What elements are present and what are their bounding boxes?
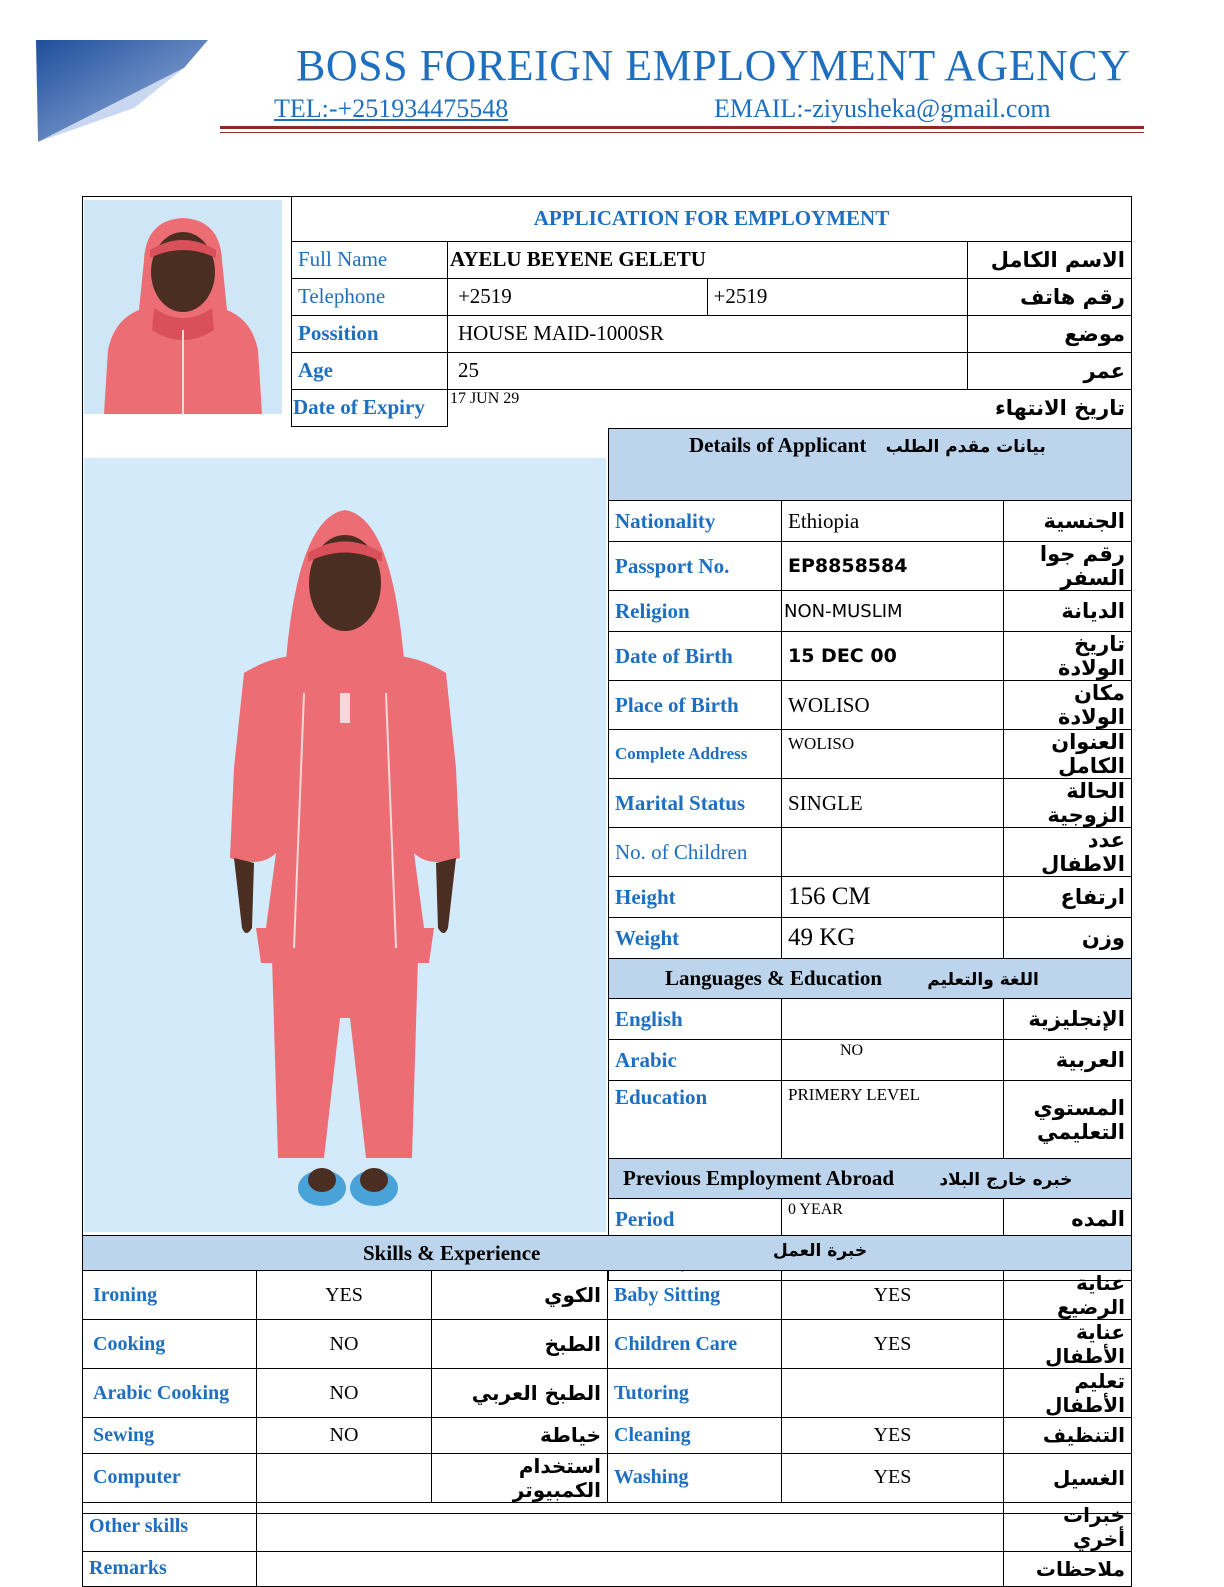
skills-section-header xyxy=(83,1236,1132,1271)
header-rule-thin xyxy=(220,132,1144,133)
skill-row xyxy=(83,1418,1132,1454)
detail-marital-status-label-ar: الحالة الزوجية xyxy=(1004,779,1132,828)
skill-cleaning-value: YES xyxy=(782,1418,1004,1454)
other-skills-row xyxy=(83,1502,1132,1551)
skill-sewing-label: Sewing xyxy=(83,1418,257,1454)
language-education-value: PRIMERY LEVEL xyxy=(782,1081,1004,1159)
skill-sewing-value: NO xyxy=(257,1418,432,1454)
full-name-row xyxy=(292,241,1132,278)
skill-ironing-value: YES xyxy=(257,1271,432,1320)
skill-computer-value xyxy=(257,1453,432,1502)
detail-place-of-birth-label-ar: مكان الولادة xyxy=(1004,681,1132,730)
agency-email: EMAIL:-ziyusheka@gmail.com xyxy=(714,94,1051,123)
skill-washing-label: Washing xyxy=(608,1453,782,1502)
skill-row xyxy=(83,1271,1132,1320)
skill-cleaning-label-ar: التنظيف xyxy=(1004,1418,1132,1454)
telephone-row xyxy=(292,278,1132,315)
detail-religion-value: NON-MUSLIM xyxy=(782,591,1004,632)
skill-cooking-value: NO xyxy=(257,1320,432,1369)
agency-name: BOSS FOREIGN EMPLOYMENT AGENCY xyxy=(296,41,1131,90)
skill-arabic-cooking-value: NO xyxy=(257,1369,432,1418)
previous-period-value: 0 YEAR xyxy=(782,1199,1004,1240)
detail-no-of-children-value xyxy=(782,828,1004,877)
agency-logo xyxy=(34,38,210,148)
previous-period-label-ar: المده xyxy=(1004,1199,1132,1240)
details-title: Details of Applicant xyxy=(689,433,867,457)
position-label: Possition xyxy=(292,315,448,352)
detail-complete-address-label-ar: العنوان الكامل xyxy=(1004,730,1132,779)
previous-period-row xyxy=(609,1199,1132,1240)
skill-computer-label: Computer xyxy=(83,1453,257,1502)
skill-children-care-label: Children Care xyxy=(608,1320,782,1369)
detail-religion-label: Religion xyxy=(609,591,782,632)
language-education-label-ar: المستوي التعليمي xyxy=(1004,1081,1132,1159)
detail-place-of-birth-value: WOLISO xyxy=(782,681,1004,730)
detail-no-of-children-row xyxy=(609,828,1132,877)
header-rule xyxy=(220,126,1144,129)
detail-no-of-children-label-ar: عدد الاطفال xyxy=(1004,828,1132,877)
headshot-photo xyxy=(84,200,282,414)
detail-height-row xyxy=(609,877,1132,918)
age-row xyxy=(292,352,1132,389)
position-value: HOUSE MAID-1000SR xyxy=(447,315,967,352)
skill-row xyxy=(83,1453,1132,1502)
skill-arabic-cooking-label-ar: الطبخ العربي xyxy=(432,1369,608,1418)
position-label-ar: موضع xyxy=(968,315,1132,352)
skill-cooking-label-ar: الطبخ xyxy=(432,1320,608,1369)
age-label: Age xyxy=(292,352,448,389)
telephone-value-1: +2519 xyxy=(447,278,707,315)
age-value: 25 xyxy=(447,352,967,389)
detail-no-of-children-label: No. of Children xyxy=(609,828,782,877)
skill-ironing-label-ar: الكوي xyxy=(432,1271,608,1320)
detail-place-of-birth-label: Place of Birth xyxy=(609,681,782,730)
remarks-value xyxy=(257,1551,1004,1587)
detail-height-label: Height xyxy=(609,877,782,918)
detail-weight-row xyxy=(609,918,1132,959)
detail-nationality-value: Ethiopia xyxy=(782,501,1004,542)
full-name-value: AYELU BEYENE GELETU xyxy=(447,241,967,278)
full-body-photo xyxy=(84,458,606,1232)
details-section-header xyxy=(609,429,1132,501)
language-english-label: English xyxy=(609,999,782,1040)
detail-date-of-birth-value: 15 DEC 00 xyxy=(782,632,1004,681)
detail-weight-label: Weight xyxy=(609,918,782,959)
language-arabic-label: Arabic xyxy=(609,1040,782,1081)
languages-title: Languages & Education xyxy=(665,966,883,990)
skills-title-ar: خبرة العمل xyxy=(773,1241,868,1261)
telephone-label-ar: رقم هاتف xyxy=(968,278,1132,315)
language-english-value xyxy=(782,999,1004,1040)
skill-tutoring-label: Tutoring xyxy=(608,1369,782,1418)
telephone-value-2: +2519 xyxy=(707,278,968,315)
detail-passport-no-row xyxy=(609,542,1132,591)
skills-title: Skills & Experience xyxy=(363,1241,541,1265)
skill-computer-label-ar: استخدام الكمبيوتر xyxy=(432,1453,608,1502)
remarks-label: Remarks xyxy=(83,1551,257,1587)
expiry-label-ar: تاريخ الانتهاء xyxy=(968,389,1132,426)
skill-baby-sitting-label: Baby Sitting xyxy=(608,1271,782,1320)
expiry-row xyxy=(292,389,1132,426)
telephone-label: Telephone xyxy=(292,278,448,315)
full-name-label: Full Name xyxy=(292,241,448,278)
position-row xyxy=(292,315,1132,352)
detail-marital-status-label: Marital Status xyxy=(609,779,782,828)
detail-marital-status-row xyxy=(609,779,1132,828)
detail-height-value: 156 CM xyxy=(782,877,1004,918)
detail-complete-address-label: Complete Address xyxy=(609,730,782,779)
other-skills-label-ar: خبرات أخري xyxy=(1004,1502,1132,1551)
details-table xyxy=(608,428,1132,1281)
detail-complete-address-value: WOLISO xyxy=(782,730,1004,779)
age-label-ar: عمر xyxy=(968,352,1132,389)
skill-children-care-value: YES xyxy=(782,1320,1004,1369)
previous-title: Previous Employment Abroad xyxy=(623,1166,895,1190)
skill-sewing-label-ar: خياطة xyxy=(432,1418,608,1454)
language-education-label: Education xyxy=(609,1081,782,1159)
detail-complete-address-row xyxy=(609,730,1132,779)
detail-nationality-label: Nationality xyxy=(609,501,782,542)
detail-weight-value: 49 KG xyxy=(782,918,1004,959)
previous-country-label-ar: البلد xyxy=(1004,1240,1132,1281)
expiry-value: 17 JUN 29 xyxy=(447,389,967,426)
detail-passport-no-label: Passport No. xyxy=(609,542,782,591)
full-name-label-ar: الاسم الكامل xyxy=(968,241,1132,278)
agency-telephone[interactable]: TEL:-+251934475548 xyxy=(274,94,509,123)
detail-place-of-birth-row xyxy=(609,681,1132,730)
skill-arabic-cooking-label: Arabic Cooking xyxy=(83,1369,257,1418)
detail-date-of-birth-label: Date of Birth xyxy=(609,632,782,681)
other-skills-label: Other skills xyxy=(83,1502,257,1551)
detail-nationality-row xyxy=(609,501,1132,542)
language-arabic-row xyxy=(609,1040,1132,1081)
language-arabic-value: NO xyxy=(782,1040,1004,1081)
skill-washing-label-ar: الغسيل xyxy=(1004,1453,1132,1502)
language-english-label-ar: الإنجليزية xyxy=(1004,999,1132,1040)
skill-children-care-label-ar: عناية الأطفال xyxy=(1004,1320,1132,1369)
previous-title-ar: خبره خارج البلاد xyxy=(939,1170,1073,1190)
skill-tutoring-value xyxy=(782,1369,1004,1418)
previous-country-label: Country xyxy=(609,1240,782,1281)
application-header-table xyxy=(291,197,1132,427)
detail-height-label-ar: ارتفاع xyxy=(1004,877,1132,918)
detail-marital-status-value: SINGLE xyxy=(782,779,1004,828)
expiry-label: Date of Expiry xyxy=(292,389,448,426)
detail-nationality-label-ar: الجنسية xyxy=(1004,501,1132,542)
languages-title-ar: اللغة والتعليم xyxy=(927,970,1039,990)
languages-section-header xyxy=(609,959,1132,999)
detail-date-of-birth-label-ar: تاريخ الولادة xyxy=(1004,632,1132,681)
detail-date-of-birth-row xyxy=(609,632,1132,681)
skill-row xyxy=(83,1320,1132,1369)
skills-table xyxy=(82,1235,1132,1587)
detail-weight-label-ar: وزن xyxy=(1004,918,1132,959)
remarks-row xyxy=(83,1551,1132,1587)
skill-baby-sitting-value: YES xyxy=(782,1271,1004,1320)
detail-religion-row xyxy=(609,591,1132,632)
other-skills-value xyxy=(257,1502,1004,1551)
skill-baby-sitting-label-ar: عناية الرضيع xyxy=(1004,1271,1132,1320)
skill-cleaning-label: Cleaning xyxy=(608,1418,782,1454)
details-title-ar: بيانات مقدم الطلب xyxy=(885,437,1046,457)
skill-tutoring-label-ar: تعليم الأطفال xyxy=(1004,1369,1132,1418)
remarks-label-ar: ملاحظات xyxy=(1004,1551,1132,1587)
previous-period-label: Period xyxy=(609,1199,782,1240)
application-title: APPLICATION FOR EMPLOYMENT xyxy=(292,197,1132,241)
language-education-row xyxy=(609,1081,1132,1159)
language-english-row xyxy=(609,999,1132,1040)
previous-section-header xyxy=(609,1159,1132,1199)
skill-washing-value: YES xyxy=(782,1453,1004,1502)
skill-ironing-label: Ironing xyxy=(83,1271,257,1320)
detail-passport-no-value: EP8858584 xyxy=(782,542,1004,591)
language-arabic-label-ar: العربية xyxy=(1004,1040,1132,1081)
detail-passport-no-label-ar: رقم جوا السفر xyxy=(1004,542,1132,591)
detail-religion-label-ar: الديانة xyxy=(1004,591,1132,632)
skill-cooking-label: Cooking xyxy=(83,1320,257,1369)
skill-row xyxy=(83,1369,1132,1418)
